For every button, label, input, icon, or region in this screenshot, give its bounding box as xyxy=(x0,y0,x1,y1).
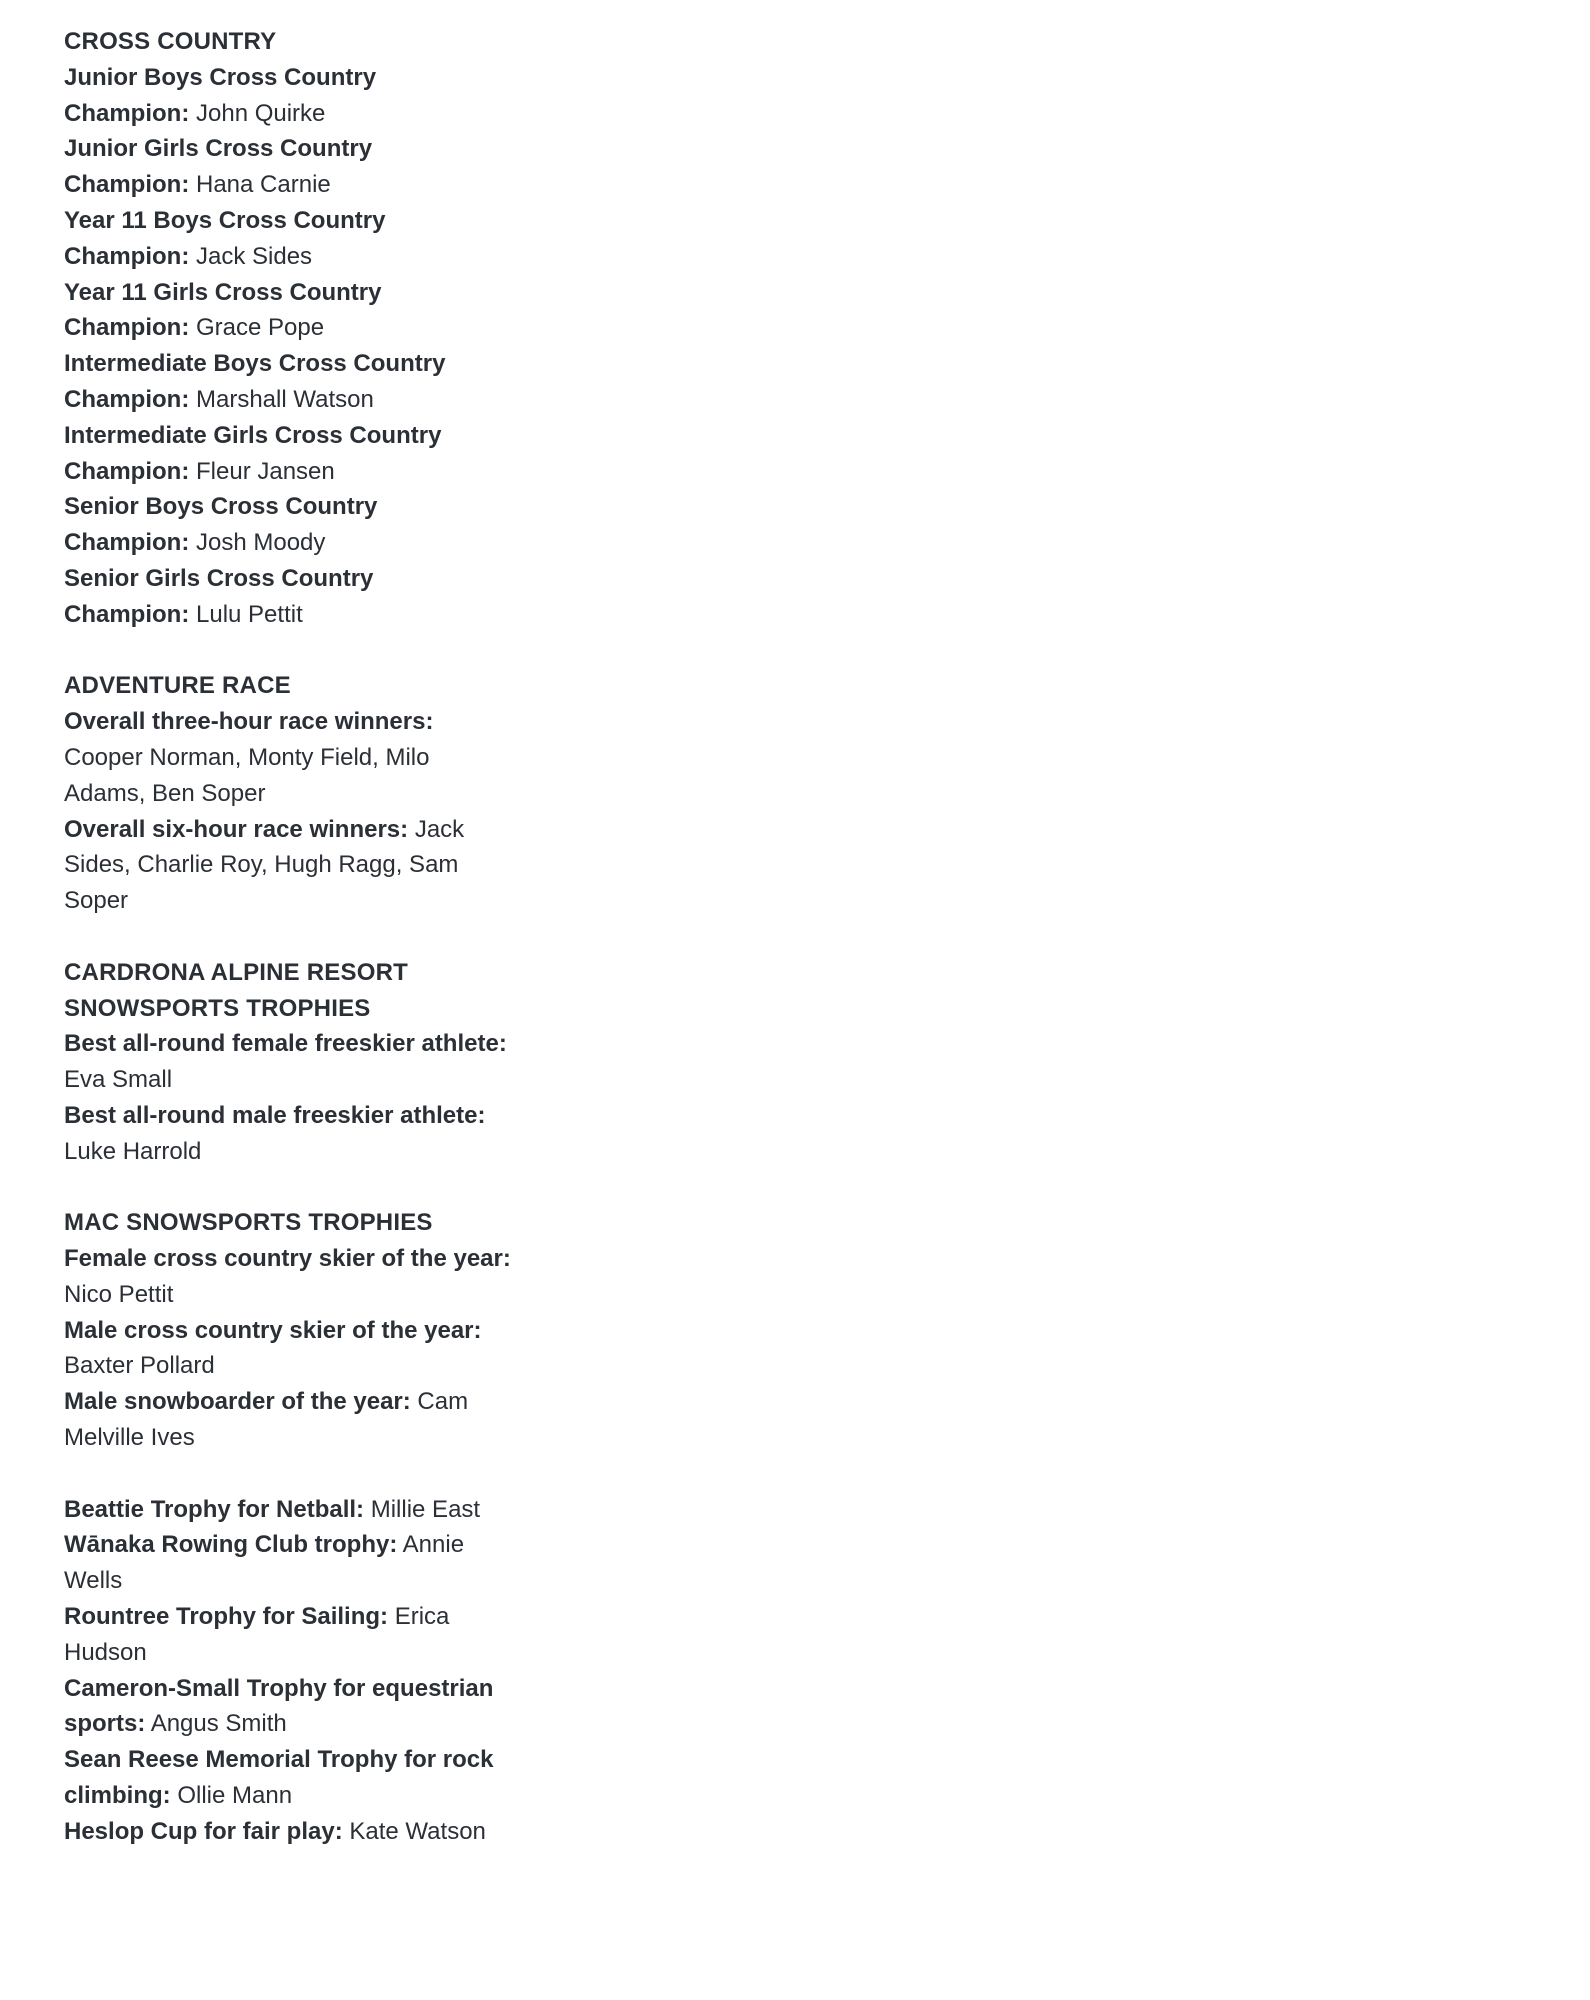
trophy-entry xyxy=(64,1599,514,1671)
champion-line xyxy=(64,382,514,418)
champion-name: Jack Sides xyxy=(196,242,313,270)
winners-label: Overall six-hour race winners: xyxy=(64,815,409,843)
champion-line xyxy=(64,525,514,561)
winners-entry xyxy=(64,704,514,811)
section-heading: CROSS COUNTRY xyxy=(64,28,277,55)
trophy-label: Rountree Trophy for Sailing: xyxy=(64,1603,389,1631)
other-trophies-section xyxy=(64,1492,514,1850)
trophy-winner: Nico Pettit xyxy=(64,1280,174,1308)
champion-label: Champion: xyxy=(64,171,190,199)
trophy-entry xyxy=(64,1671,514,1743)
trophy-label: Beattie Trophy for Netball: xyxy=(64,1495,365,1523)
adventure-race-section xyxy=(64,668,514,919)
event-title: Year 11 Girls Cross Country xyxy=(64,278,382,306)
trophy-entry xyxy=(64,1313,514,1385)
champion-line xyxy=(64,167,514,203)
trophy-label: Heslop Cup for fair play: xyxy=(64,1817,343,1845)
trophy-entry xyxy=(64,1241,514,1313)
trophy-entry xyxy=(64,1384,514,1456)
event-title: Intermediate Boys Cross Country xyxy=(64,350,446,378)
trophy-label: Best all-round female freeskier athlete: xyxy=(64,1030,507,1058)
winners-names: Cooper Norman, Monty Field, Milo Adams, Ben Soper xyxy=(64,743,430,807)
trophy-label: Best all-round male freeskier athlete: xyxy=(64,1101,486,1129)
champion-name: Fleur Jansen xyxy=(196,457,335,485)
winners-label: Overall three-hour race winners: xyxy=(64,708,434,736)
champion-line xyxy=(64,597,514,633)
trophy-winner: Annie Wells xyxy=(64,1531,465,1595)
champion-line xyxy=(64,454,514,490)
trophy-winner: Angus Smith xyxy=(150,1710,287,1738)
spacer xyxy=(64,919,514,955)
event-title: Senior Girls Cross Country xyxy=(64,564,374,592)
trophy-label: Cameron-Small Trophy for equestrian sports: xyxy=(64,1674,494,1738)
section-heading-line-1: CARDRONA ALPINE RESORT xyxy=(64,958,408,986)
champion-label: Champion: xyxy=(64,600,190,628)
champion-label: Champion: xyxy=(64,385,190,413)
event-title: Junior Girls Cross Country xyxy=(64,135,373,163)
cardrona-section xyxy=(64,955,514,1170)
trophy-entry xyxy=(64,1492,514,1528)
trophy-winner: Kate Watson xyxy=(349,1817,486,1845)
champion-label: Champion: xyxy=(64,99,190,127)
trophy-entry xyxy=(64,1098,514,1170)
spacer xyxy=(64,1170,514,1206)
champion-line xyxy=(64,239,514,275)
trophy-entry xyxy=(64,1814,514,1850)
trophy-winner: Baxter Pollard xyxy=(64,1352,215,1380)
trophy-winner: Eva Small xyxy=(64,1066,173,1094)
winners-entry xyxy=(64,812,514,919)
section-heading-line-2: SNOWSPORTS TROPHIES xyxy=(64,994,371,1022)
champion-label: Champion: xyxy=(64,457,190,485)
champion-label: Champion: xyxy=(64,529,190,557)
trophy-label: Male cross country skier of the year: xyxy=(64,1316,482,1344)
champion-name: Marshall Watson xyxy=(196,385,374,413)
trophy-label: Female cross country skier of the year: xyxy=(64,1245,511,1273)
champion-name: John Quirke xyxy=(196,99,326,127)
spacer xyxy=(64,1456,514,1492)
champion-name: Grace Pope xyxy=(196,314,325,342)
trophy-label: Wānaka Rowing Club trophy: xyxy=(64,1531,398,1559)
trophy-entry xyxy=(64,1026,514,1098)
champion-label: Champion: xyxy=(64,242,190,270)
champion-label: Champion: xyxy=(64,314,190,342)
winners-names: Jack Sides, Charlie Roy, Hugh Ragg, Sam Soper xyxy=(64,815,465,915)
champion-line xyxy=(64,310,514,346)
spacer xyxy=(64,633,514,669)
champion-name: Josh Moody xyxy=(196,529,326,557)
event-title: Junior Boys Cross Country xyxy=(64,63,377,91)
trophy-label: Male snowboarder of the year: xyxy=(64,1388,411,1416)
trophy-entry xyxy=(64,1742,514,1814)
event-title: Intermediate Girls Cross Country xyxy=(64,421,442,449)
section-heading: MAC SNOWSPORTS TROPHIES xyxy=(64,1209,433,1237)
mac-section xyxy=(64,1205,514,1456)
cross-country-section xyxy=(64,24,514,633)
trophy-winner: Erica Hudson xyxy=(64,1603,450,1666)
article-body xyxy=(64,24,514,1850)
trophy-entry xyxy=(64,1527,514,1599)
champion-name: Lulu Pettit xyxy=(196,600,303,628)
trophy-winner: Millie East xyxy=(370,1495,481,1523)
champion-line xyxy=(64,96,514,132)
trophy-winner: Cam Melville Ives xyxy=(64,1388,469,1452)
champion-name: Hana Carnie xyxy=(196,171,331,199)
trophy-winner: Ollie Mann xyxy=(177,1782,293,1810)
section-heading: ADVENTURE RACE xyxy=(64,672,291,700)
event-title: Year 11 Boys Cross Country xyxy=(64,206,386,234)
event-title: Senior Boys Cross Country xyxy=(64,493,378,521)
trophy-label: Sean Reese Memorial Trophy for rock climbing: xyxy=(64,1746,494,1810)
trophy-winner: Luke Harrold xyxy=(64,1137,202,1165)
